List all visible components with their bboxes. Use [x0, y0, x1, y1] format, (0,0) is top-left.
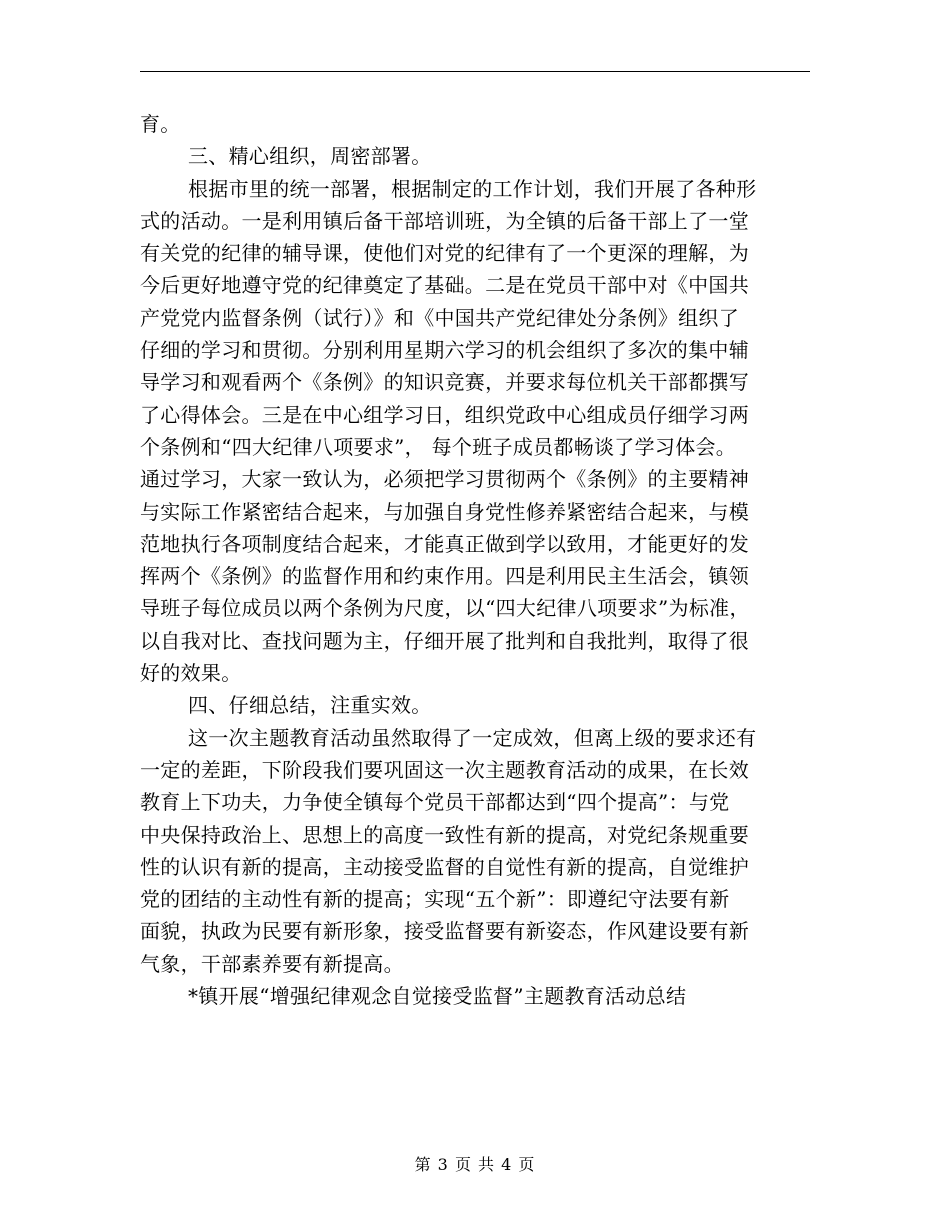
paragraph-line: 气象，干部素养要有新提高。	[140, 951, 404, 976]
paragraph-line: 好的效果。	[140, 661, 242, 686]
paragraph-line: 性的认识有新的提高，主动接受监督的自觉性有新的提高，自觉维护	[140, 854, 749, 879]
paragraph-line: 面貌，执政为民要有新形象，接受监督要有新姿态，作风建设要有新	[140, 919, 749, 944]
paragraph-line: 产党党内监督条例（试行）》和《中国共产党纪律处分条例》组织了	[140, 305, 739, 330]
paragraph-line: 这一次主题教育活动虽然取得了一定成效，但离上级的要求还有	[188, 725, 757, 750]
paragraph-line: 仔细的学习和贯彻。分别利用星期六学习的机会组织了多次的集中辅	[140, 338, 749, 363]
paragraph-line: 党的团结的主动性有新的提高；实现“五个新”：即遵纪守法要有新	[140, 887, 730, 912]
paragraph-line: 一定的差距，下阶段我们要巩固这一次主题教育活动的成果，在长效	[140, 757, 749, 782]
section-heading-4: 四、仔细总结，注重实效。	[188, 693, 432, 718]
page-number: 第 3 页 共 4 页	[414, 1155, 536, 1174]
paragraph-line: 教育上下功夫，力争使全镇每个党员干部都达到“四个提高”：与党	[140, 790, 730, 815]
paragraph-line: 中央保持政治上、思想上的高度一致性有新的提高，对党纪条规重要	[140, 822, 749, 847]
paragraph-line: 有关党的纪律的辅导课，使他们对党的纪律有了一个更深的理解，为	[140, 241, 749, 266]
document-title-line: *镇开展“增强纪律观念自觉接受监督”主题教育活动总结	[188, 984, 687, 1009]
paragraph-line: 范地执行各项制度结合起来，才能真正做到学以致用，才能更好的发	[140, 531, 749, 556]
header-rule	[140, 71, 810, 72]
paragraph-line: 了心得体会。三是在中心组学习日，组织党政中心组成员仔细学习两	[140, 402, 749, 427]
paragraph-line: 个条例和“四大纪律八项要求”， 每个班子成员都畅谈了学习体会。	[140, 434, 737, 459]
paragraph-line: 今后更好地遵守党的纪律奠定了基础。二是在党员干部中对《中国共	[140, 273, 749, 298]
paragraph-line: 导班子每位成员以两个条例为尺度，以“四大纪律八项要求”为标准，	[140, 596, 750, 621]
document-body	[140, 108, 812, 1012]
paragraph-line: 导学习和观看两个《条例》的知识竞赛，并要求每位机关干部都撰写	[140, 370, 749, 395]
section-heading-3: 三、精心组织，周密部署。	[188, 144, 432, 169]
paragraph-line: 式的活动。一是利用镇后备干部培训班，为全镇的后备干部上了一堂	[140, 208, 749, 233]
paragraph-line: 根据市里的统一部署，根据制定的工作计划，我们开展了各种形	[188, 176, 757, 201]
paragraph-line: 通过学习，大家一致认为，必须把学习贯彻两个《条例》的主要精神	[140, 467, 749, 492]
paragraph-line: 以自我对比、查找问题为主，仔细开展了批判和自我批判，取得了很	[140, 628, 749, 653]
paragraph-line: 挥两个《条例》的监督作用和约束作用。四是利用民主生活会，镇领	[140, 564, 749, 589]
paragraph-line: 育。	[140, 112, 181, 136]
paragraph-line: 与实际工作紧密结合起来，与加强自身党性修养紧密结合起来，与模	[140, 499, 749, 524]
